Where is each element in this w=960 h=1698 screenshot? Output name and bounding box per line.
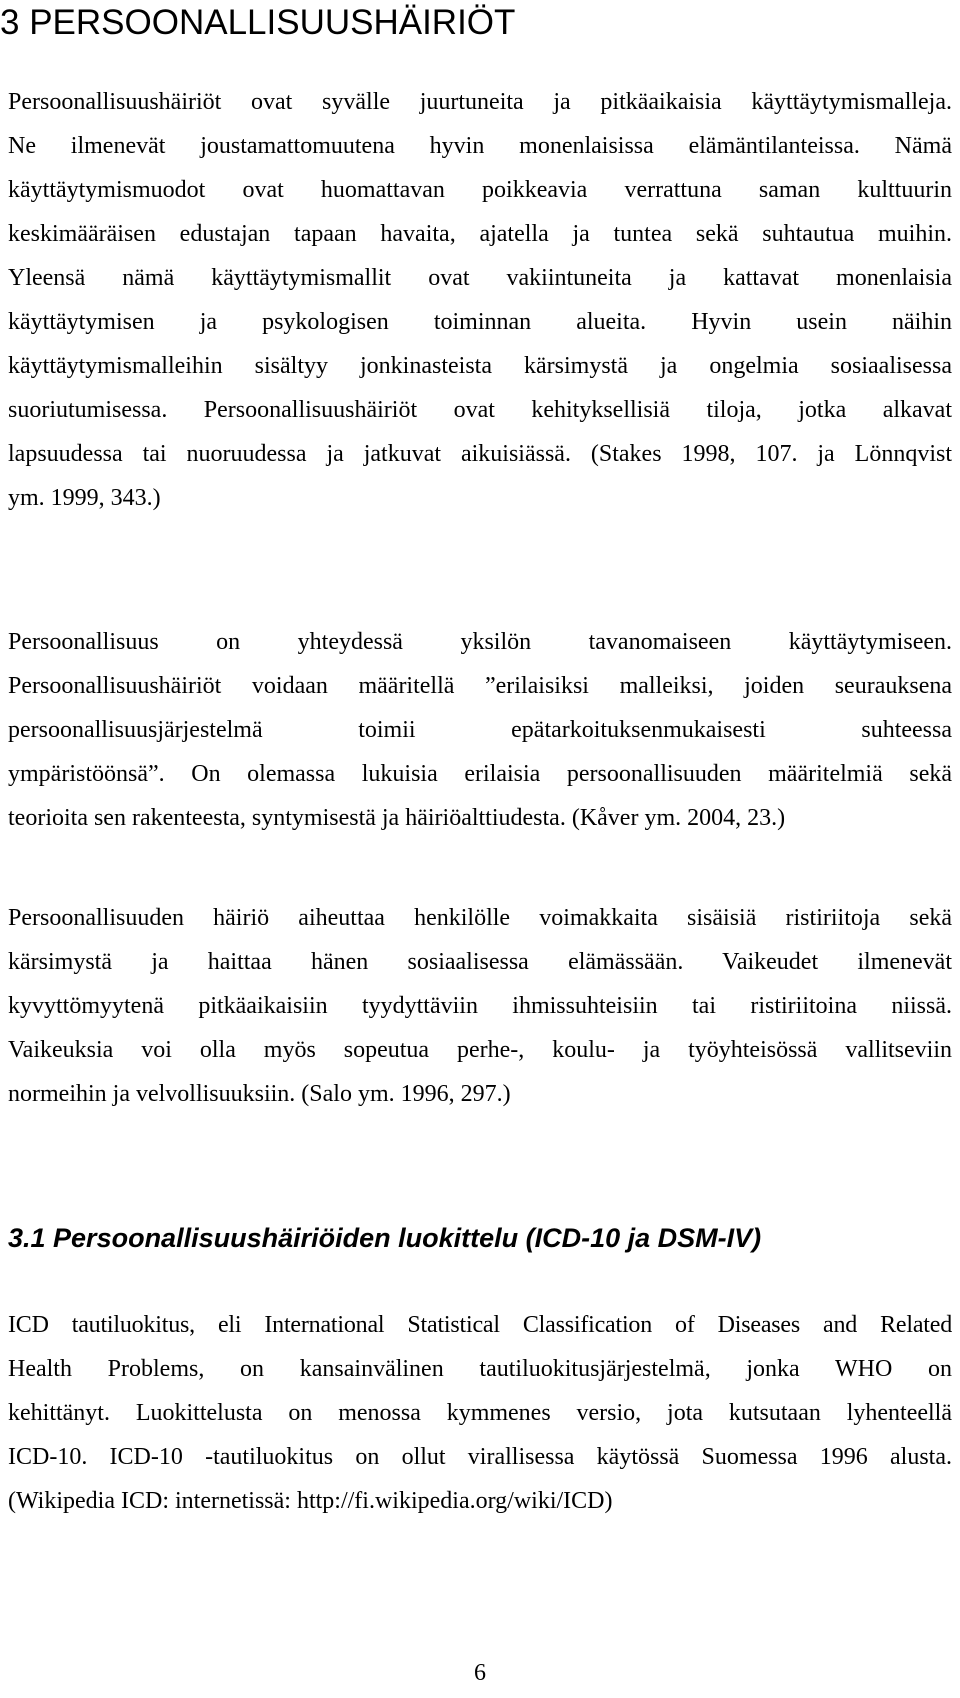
text-line: ICD tautiluokitus, eli International Statistical Classification of Diseases and Related (8, 1312, 952, 1338)
text-line: keskimääräisen edustajan tapaan havaita, ajatella ja tuntea sekä suhtautua muihin. (8, 221, 952, 247)
text-line: kyvyttömyytenä pitkäaikaisiin tyydyttäviin ihmissuhteisiin tai ristiriitoina niissä. (8, 993, 952, 1019)
text-line: käyttäytymismalleihin sisältyy jonkinasteista kärsimystä ja ongelmia sosiaalisessa (8, 353, 952, 379)
text-line: Vaikeuksia voi olla myös sopeutua perhe-, koulu- ja työyhteisössä vallitseviin (8, 1037, 952, 1063)
page-number: 6 (474, 1660, 486, 1686)
text-line: teorioita sen rakenteesta, syntymisestä ja häiriöalttiudesta. (Kåver ym. 2004, 23.) (8, 805, 786, 831)
paragraph-personality-disorders (8, 80, 952, 520)
text-line: suoriutumisessa. Persoonallisuushäiriöt ovat kehityksellisiä tiloja, jotka alkavat (8, 397, 952, 423)
text-line: kehittänyt. Luokittelusta on menossa kymmenes versio, jota kutsutaan lyhenteellä (8, 1400, 952, 1426)
text-line: Ne ilmenevät joustamattomuutena hyvin monenlaisissa elämäntilanteissa. Nämä (8, 133, 952, 159)
text-line: käyttäytymismuodot ovat huomattavan poikkeavia verrattuna saman kulttuurin (8, 177, 952, 203)
text-line: Persoonallisuus on yhteydessä yksilön tavanomaiseen käyttäytymiseen. (8, 629, 952, 655)
text-line: normeihin ja velvollisuuksiin. (Salo ym. 1996, 297.) (8, 1081, 511, 1107)
chapter-heading: 3 PERSOONALLISUUSHÄIRIÖT (0, 3, 516, 42)
paragraph-disorder-effects (8, 896, 952, 1116)
text-line: Yleensä nämä käyttäytymismallit ovat vakiintuneita ja kattavat monenlaisia (8, 265, 952, 291)
section-heading: 3.1 Persoonallisuushäiriöiden luokittelu (ICD-10 ja DSM-IV) (8, 1223, 762, 1253)
text-line: (Wikipedia ICD: internetissä: http://fi.wikipedia.org/wiki/ICD) (8, 1488, 613, 1514)
text-line: ympäristöönsä”. On olemassa lukuisia erilaisia persoonallisuuden määritelmiä sekä (8, 761, 952, 787)
text-line: persoonallisuusjärjestelmä toimii epätarkoituksenmukaisesti suhteessa (8, 717, 952, 743)
paragraph-icd-classification (8, 1303, 952, 1523)
text-line: Persoonallisuushäiriöt voidaan määritellä ”erilaisiksi malleiksi, joiden seurauksena (8, 673, 952, 699)
paragraph-personality-definition (8, 620, 952, 840)
text-line: ICD-10. ICD-10 -tautiluokitus on ollut virallisessa käytössä Suomessa 1996 alusta. (8, 1444, 952, 1470)
text-line: ym. 1999, 343.) (8, 485, 161, 511)
text-line: käyttäytymisen ja psykologisen toiminnan alueita. Hyvin usein näihin (8, 309, 952, 335)
text-line: Health Problems, on kansainvälinen tautiluokitusjärjestelmä, jonka WHO on (8, 1356, 952, 1382)
text-line: Persoonallisuuden häiriö aiheuttaa henkilölle voimakkaita sisäisiä ristiriitoja sekä (8, 905, 952, 931)
text-line: kärsimystä ja haittaa hänen sosiaalisessa elämässään. Vaikeudet ilmenevät (8, 949, 952, 975)
text-line: lapsuudessa tai nuoruudessa ja jatkuvat aikuisiässä. (Stakes 1998, 107. ja Lönnqvist (8, 441, 952, 467)
text-line: Persoonallisuushäiriöt ovat syvälle juurtuneita ja pitkäaikaisia käyttäytymismalleja. (8, 89, 952, 115)
